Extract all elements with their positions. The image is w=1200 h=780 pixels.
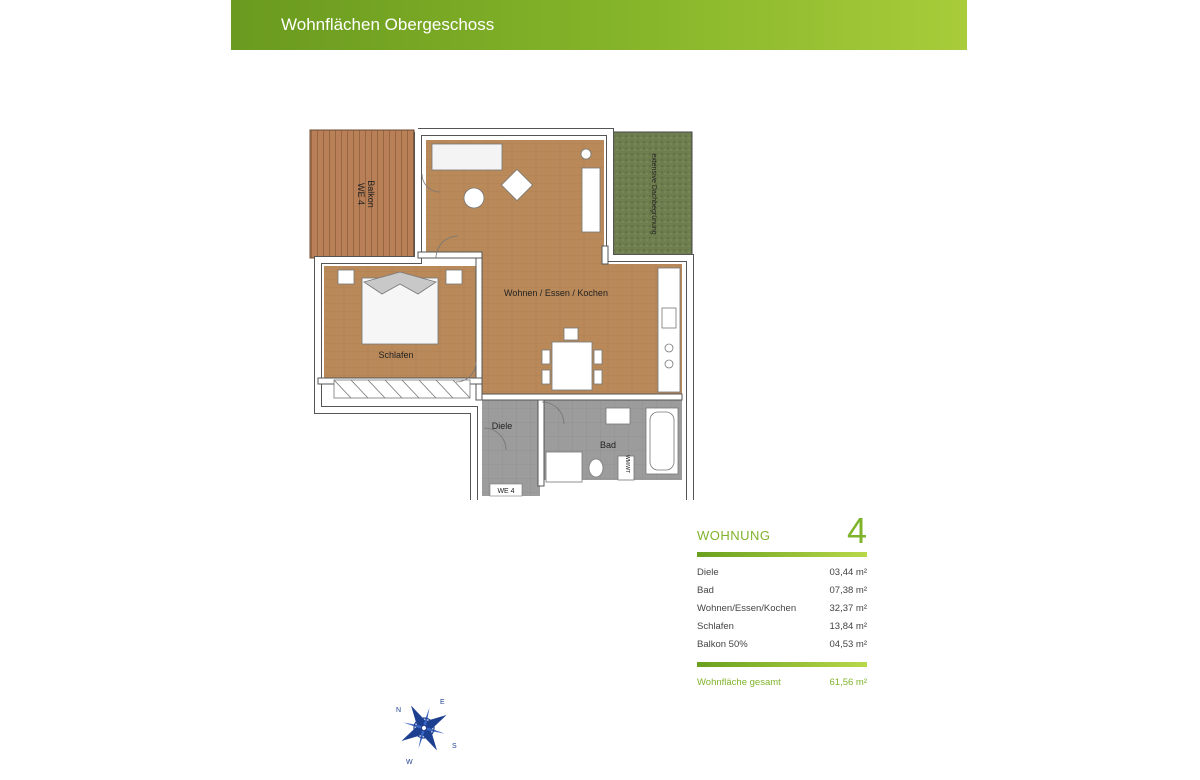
header-banner <box>231 0 967 50</box>
area-value: 32,37 m² <box>829 603 867 614</box>
unit-number: 4 <box>846 510 867 551</box>
balcony-unit-label: WE 4 <box>356 182 366 206</box>
area-row <box>697 567 867 578</box>
area-value: 03,44 m² <box>829 567 867 578</box>
total-area-value: 61,56 m² <box>829 677 867 688</box>
total-area-name: Wohnfläche gesamt <box>697 677 781 688</box>
compass-e: E <box>440 699 445 706</box>
area-value: 13,84 m² <box>829 621 867 632</box>
area-name: Wohnen/Essen/Kochen <box>697 603 797 614</box>
hall-label: Diele <box>491 421 513 431</box>
bed <box>362 272 438 344</box>
sofa <box>432 144 502 170</box>
living-room-label: Wohnen / Essen / Kochen <box>504 288 608 298</box>
area-row <box>697 639 867 650</box>
kitchen-counter <box>658 268 680 392</box>
wardrobe <box>334 380 470 398</box>
balcony-label: Balkon <box>366 180 376 208</box>
compass-n: N <box>396 707 402 714</box>
area-row <box>697 603 867 614</box>
wm-label: WM/WT <box>624 454 630 474</box>
total-area-row <box>697 677 867 688</box>
area-name: Diele <box>697 567 719 578</box>
area-name: Schlafen <box>697 621 734 632</box>
area-value: 07,38 m² <box>829 585 867 596</box>
hall <box>482 400 540 496</box>
coffee-table <box>464 188 484 208</box>
page-title: Wohnflächen Obergeschoss <box>281 15 495 34</box>
area-value: 04,53 m² <box>829 639 867 650</box>
area-name: Bad <box>697 585 714 596</box>
divider-bottom <box>697 662 867 667</box>
bath-label: Bad <box>599 440 617 450</box>
area-name: Balkon 50% <box>697 639 748 650</box>
area-row <box>697 621 867 632</box>
floor-plan <box>306 128 696 500</box>
unit-tag: WE 4 <box>497 488 515 495</box>
bedroom-label: Schlafen <box>378 350 414 360</box>
compass-s: S <box>452 743 457 750</box>
compass-w: W <box>406 759 413 766</box>
unit-label: WOHNUNG <box>697 528 771 543</box>
divider-top <box>697 552 867 557</box>
area-row <box>697 585 867 596</box>
compass-rose-icon <box>390 690 460 770</box>
green-roof-label: extensive Dachbegrünung <box>650 153 657 235</box>
